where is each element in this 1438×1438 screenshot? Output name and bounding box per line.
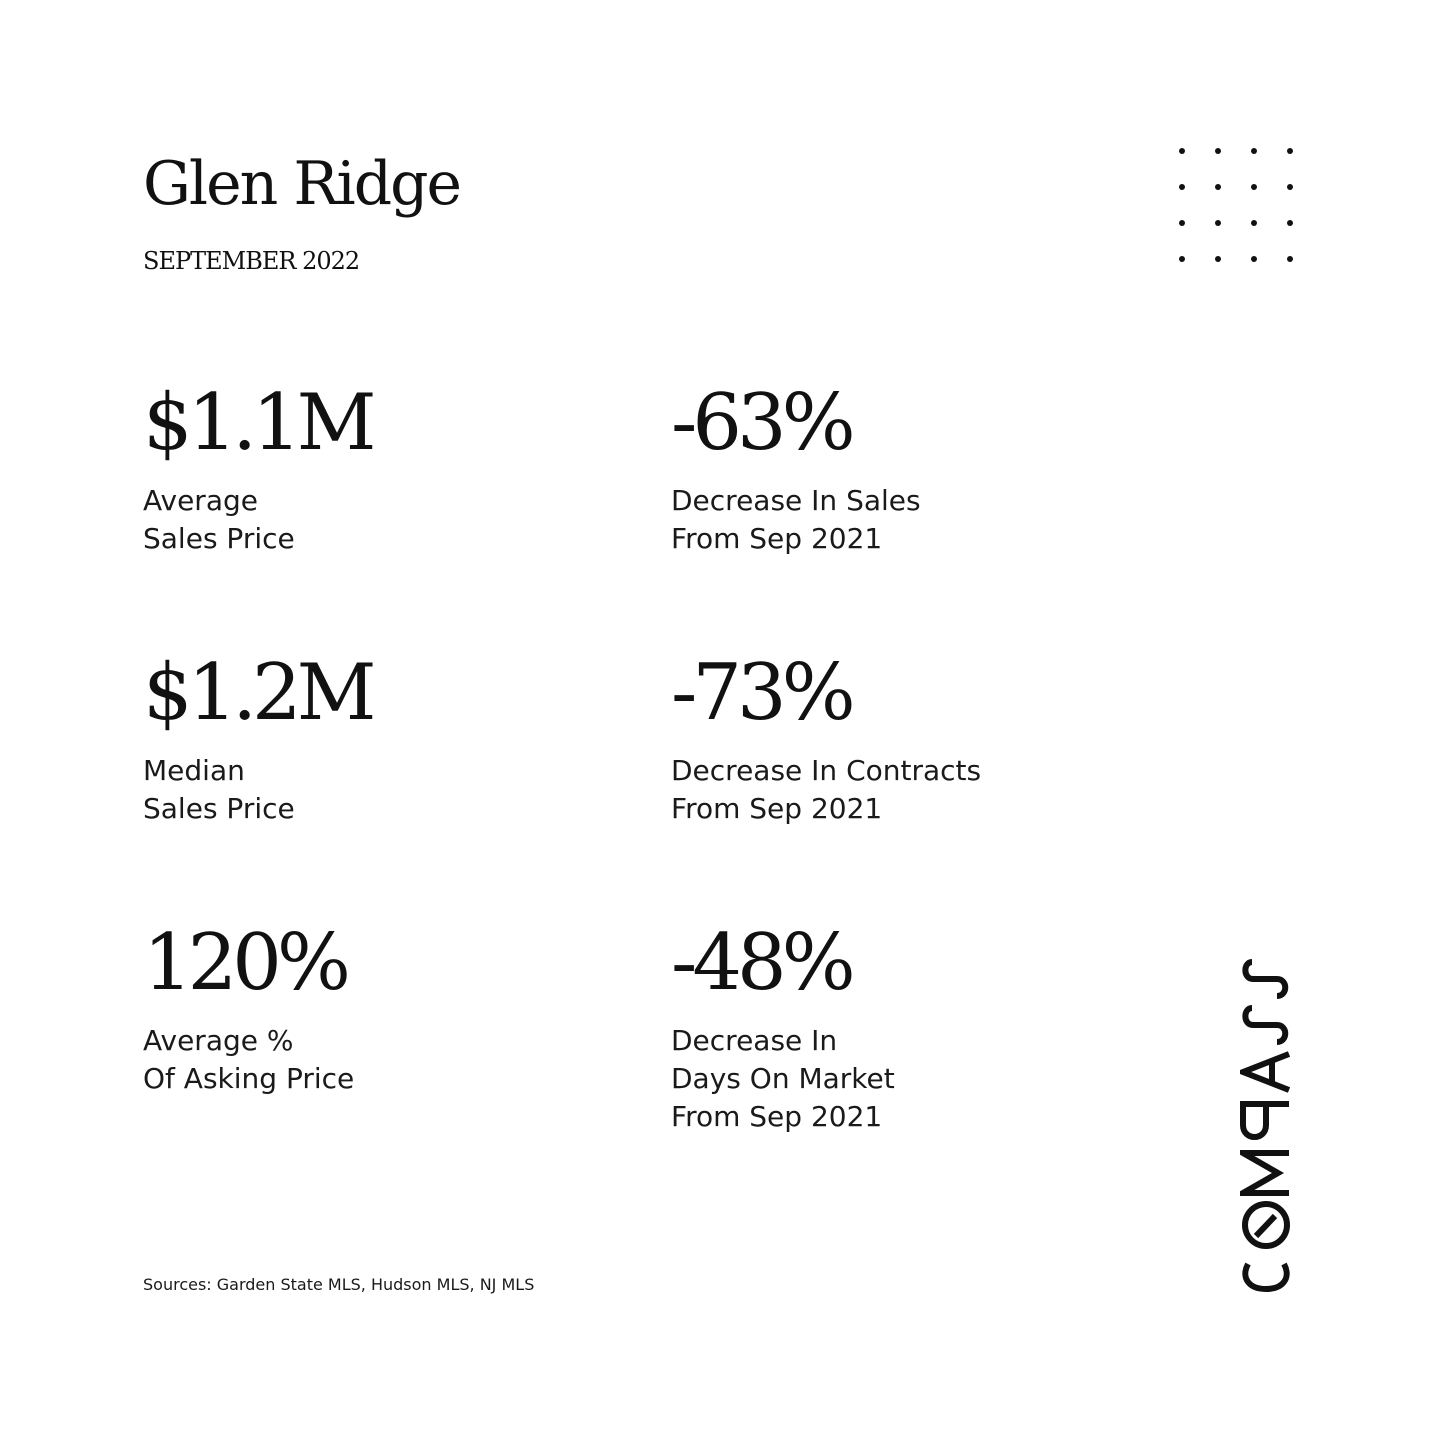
stat-label-line: Of Asking Price <box>143 1062 355 1095</box>
stat-label-line: Average <box>143 484 258 517</box>
compass-logo <box>1240 955 1292 1293</box>
stat-label-line: Sales Price <box>143 522 295 555</box>
stat-label-line: Decrease In Sales <box>671 484 921 517</box>
page-title: Glen Ridge <box>143 149 461 219</box>
sources-note: Sources: Garden State MLS, Hudson MLS, NJ MLS <box>143 1275 535 1294</box>
stat-label-line: From Sep 2021 <box>671 1100 883 1133</box>
report-date: SEPTEMBER 2022 <box>143 247 360 275</box>
stat-label <box>671 752 1151 828</box>
stat-label <box>143 752 623 828</box>
stat-label-line: Median <box>143 754 245 787</box>
stat-label-line: From Sep 2021 <box>671 792 883 825</box>
stat-value: -48% <box>671 918 851 1008</box>
stat-value: $1.1M <box>143 378 372 468</box>
stat-label <box>143 482 623 558</box>
stat-days-on-market-change <box>671 918 1151 1136</box>
stat-sales-change <box>671 378 1151 558</box>
stat-label <box>671 1022 1151 1136</box>
stat-label-line: Decrease In Contracts <box>671 754 982 787</box>
stat-label <box>143 1022 623 1098</box>
stat-label-line: Sales Price <box>143 792 295 825</box>
stat-value: $1.2M <box>143 648 372 738</box>
dot-grid-icon <box>1174 143 1298 267</box>
stat-median-sales-price <box>143 648 623 828</box>
stat-label-line: Days On Market <box>671 1062 895 1095</box>
stat-value: -63% <box>671 378 851 468</box>
stat-value: -73% <box>671 648 851 738</box>
stat-percent-of-asking <box>143 918 623 1098</box>
stat-average-sales-price <box>143 378 623 558</box>
stat-label-line: Average % <box>143 1024 294 1057</box>
stat-label-line: Decrease In <box>671 1024 838 1057</box>
stat-label <box>671 482 1151 558</box>
stat-label-line: From Sep 2021 <box>671 522 883 555</box>
stat-value: 120% <box>143 918 346 1008</box>
stat-contracts-change <box>671 648 1151 828</box>
